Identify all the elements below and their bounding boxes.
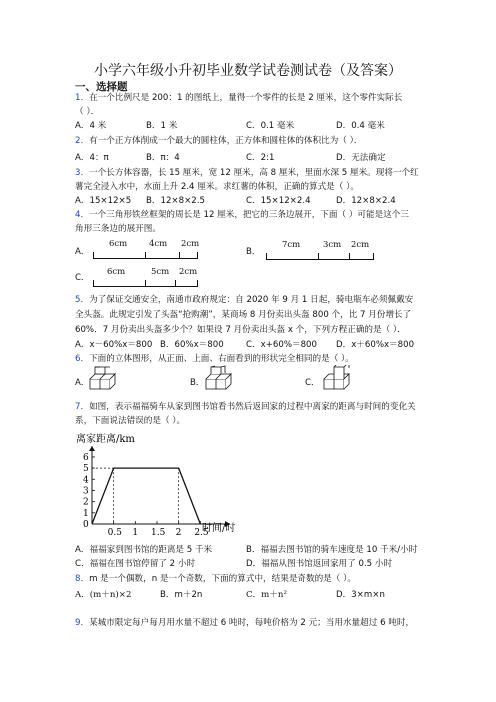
origin-label: 0 <box>83 520 89 530</box>
segment-label: 2cm <box>181 239 200 249</box>
ruler-tick <box>373 253 374 260</box>
question-number: 7． <box>75 402 90 412</box>
option-a: A．x－60%x＝800 <box>75 340 153 350</box>
y-tick-label: 5 <box>83 464 89 475</box>
x-axis-label: 时间/时 <box>202 523 236 534</box>
question-2 <box>75 135 363 147</box>
ruler-tick <box>93 280 94 287</box>
question-text: 有一个正方体削成一个最大的圆柱体，正方体和圆柱体的体积比为（ ）． <box>89 136 363 146</box>
ruler-tick <box>197 252 198 259</box>
ruler-option-c <box>93 267 198 287</box>
ruler-tick <box>93 252 94 259</box>
segment-label: 5cm <box>151 267 170 277</box>
option-d: D．3×m×n <box>336 590 385 600</box>
question-number: 8． <box>75 574 90 584</box>
question-text: 为了保证交通安全，南通市政府规定：自 2020 年 9 月 1 日起，骑电瓶车必须佩戴安 <box>89 295 414 305</box>
option-c: C．0.1 毫米 <box>246 121 295 131</box>
question-text: 一个长方体容器，长 15 厘米，宽 12 厘米，高 8 厘米，里面水深 5 厘米。现将一个红 <box>89 168 419 178</box>
segment-label: 6cm <box>107 267 126 277</box>
question-text: 一个三角形铁丝框架的周长是 12 厘米，把它的三条边展开，下面（ ）可能是这个三 <box>89 210 409 220</box>
ruler-tick <box>318 253 319 260</box>
option-b: B．1 米 <box>146 121 178 131</box>
option-b: B．12×8×2.5 <box>146 196 205 206</box>
question-text-line: 薯完全浸入水中，水面上升 2.4 厘米。求红薯的体积，正确的算式是（ ）。 <box>75 182 359 192</box>
x-tick-label: 1.5 <box>151 528 166 538</box>
ruler-option-a <box>93 239 200 259</box>
option-a: A．(m＋n)×2 <box>75 590 132 600</box>
question-text-line: 全头盔。此规定引发了头盔“抢购潮”，某商场 8 月份卖出头盔 800 个，比 7 月份增长了 <box>75 310 412 320</box>
question-number: 3． <box>75 168 90 178</box>
option-d: D．福福从图书馆返回家用了 0.5 小时 <box>246 559 393 569</box>
option-b-label: B． <box>190 378 205 388</box>
question-9 <box>75 617 414 629</box>
question-number: 9． <box>75 618 90 628</box>
option-c: C．2:1 <box>246 153 275 163</box>
page-title: 小学六年级小升初毕业数学试卷测试卷（及答案） <box>94 63 402 79</box>
option-c: C．15×12×2.4 <box>246 196 311 206</box>
question-text-line: 系，下面说法错误的是（ ）。 <box>75 416 186 426</box>
question-4 <box>75 209 409 221</box>
question-5 <box>75 294 413 306</box>
option-a: A．15×12×5 <box>75 196 132 206</box>
ruler-tick <box>266 253 267 260</box>
x-tick-label: 2.5 <box>194 528 209 538</box>
question-1 <box>75 92 402 104</box>
question-text-line: 60%．7 月份卖出头盔多少个？如果设 7 月份卖出头盔 x 个，下列方程正确的是（ ）． <box>75 325 406 335</box>
x-tick-label: 0.5 <box>107 528 122 538</box>
ruler-tick <box>145 252 146 259</box>
question-text-line: （ ）． <box>75 107 100 117</box>
question-text: 下面的立体图形，从正面、上面、右面看到的形状完全相同的是（ ）。 <box>89 354 354 364</box>
option-d: D．0.4 毫米 <box>336 121 385 131</box>
question-6 <box>75 353 354 365</box>
cube-figure-c <box>318 365 358 395</box>
option-b: B．60%x＝800 <box>160 340 224 350</box>
option-d: D．12×8×2.4 <box>336 196 396 206</box>
option-a: A．4：π <box>75 153 109 163</box>
option-b: B．π：4 <box>146 153 180 163</box>
question-number: 6． <box>75 354 90 364</box>
segment-label: 3cm <box>323 240 342 250</box>
question-text: m 是一个偶数，n 是一个奇数，下面的算式中，结果是奇数的是（ ）。 <box>89 574 356 584</box>
segment-label: 7cm <box>282 240 301 250</box>
x-tick-label: 1 <box>132 528 139 538</box>
cube-figure-b <box>202 365 242 395</box>
ruler-option-b <box>266 240 374 260</box>
segment-label: 4cm <box>149 239 168 249</box>
option-d: D．无法确定 <box>336 153 386 163</box>
option-c-label: C． <box>75 273 90 283</box>
section-heading: 一、选择题 <box>75 81 128 93</box>
option-c-label: C． <box>305 378 320 388</box>
ruler-tick <box>197 280 198 287</box>
y-tick-label: 1 <box>83 508 89 519</box>
question-number: 2． <box>75 136 90 146</box>
question-text-line: 角形三条边的展开图。 <box>75 224 161 234</box>
option-c: C．福福在图书馆停留了 2 小时 <box>75 559 196 569</box>
option-b: B．m＋2n <box>160 590 203 600</box>
ruler-tick <box>179 252 180 259</box>
question-3 <box>75 167 419 179</box>
ruler-tick <box>145 280 146 287</box>
y-tick-label: 3 <box>83 486 89 497</box>
option-d: D．x＋60%x＝800 <box>336 340 415 350</box>
y-tick-label: 6 <box>83 452 89 463</box>
segment-label: 6cm <box>109 239 128 249</box>
question-text: 某城市限定每户每月用水量不超过 6 吨时，每吨价格为 2 元；当用水量超过 6 吨时， <box>89 618 415 628</box>
option-a-label: A． <box>75 247 90 257</box>
option-b: B．福福去图书馆的骑车速度是 10 千米/小时 <box>246 545 418 555</box>
ruler-tick <box>175 280 176 287</box>
cube-figure-a <box>88 365 128 395</box>
question-number: 5． <box>75 295 90 305</box>
segment-label: 2cm <box>351 240 370 250</box>
option-a-label: A． <box>75 378 90 388</box>
question-8 <box>75 573 356 585</box>
option-b-label: B． <box>246 247 261 257</box>
distance-time-chart <box>70 428 250 538</box>
question-7 <box>75 401 416 413</box>
option-a: A．福福家到图书馆的距离是 5 千米 <box>75 545 213 555</box>
question-number: 4． <box>75 210 90 220</box>
segment-label: 2cm <box>179 267 198 277</box>
question-text: 如图，表示福福骑车从家到图书馆看书然后返回家的过程中离家的距离与时间的变化关 <box>89 402 416 412</box>
option-c: C．x+60%＝800 <box>246 340 317 350</box>
series-line <box>92 468 200 524</box>
y-tick-label: 2 <box>83 497 89 508</box>
chart-title: 离家距离/km <box>76 434 135 445</box>
y-tick-label: 4 <box>83 475 89 486</box>
question-text: 在一个比例尺是 200：1 的图纸上，量得一个零件的长是 2 厘米，这个零件实际长 <box>89 93 403 103</box>
option-a: A．4 米 <box>75 121 107 131</box>
y-axis-arrow-icon <box>89 446 95 451</box>
ruler-tick <box>349 253 350 260</box>
question-number: 1． <box>75 93 90 103</box>
x-tick-label: 2 <box>175 528 182 538</box>
option-c: C．m＋n² <box>246 590 287 600</box>
